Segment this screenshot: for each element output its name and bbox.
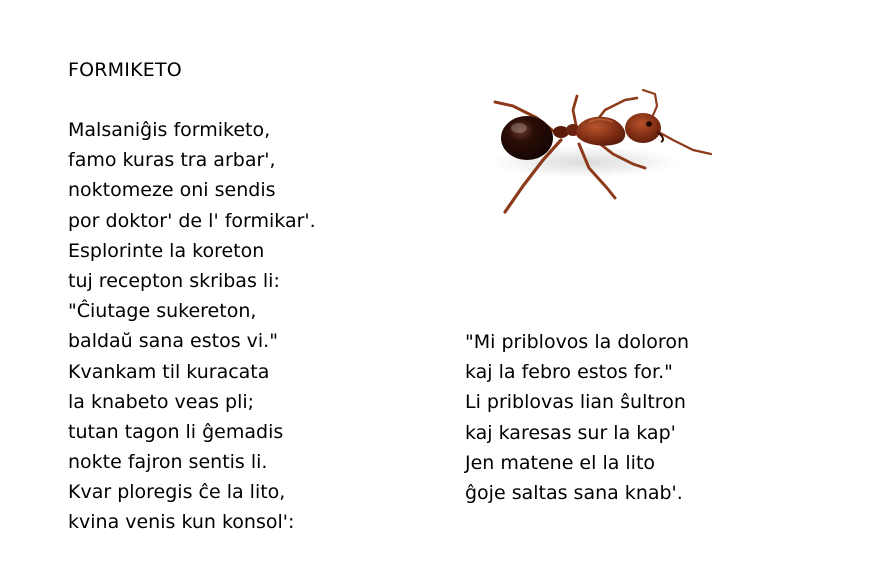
verse-line: Malsaniĝis formiketo, xyxy=(68,119,271,141)
verse-line: tuj recepton skribas li: xyxy=(68,269,280,292)
verse-line: famo kuras tra arbar', xyxy=(68,149,276,172)
ant-icon xyxy=(465,88,717,228)
poem-title: FORMIKETO xyxy=(68,59,182,81)
verse-line: Esplorinte la koreton xyxy=(68,239,265,262)
verse-line: Li priblovas lian ŝultron xyxy=(465,391,686,414)
verse-line: la knabeto veas pli; xyxy=(68,390,255,413)
poem-verse-right xyxy=(465,327,689,508)
verse-line: Jen matene el la lito xyxy=(465,451,656,474)
verse-line: "Mi priblovos la doloron xyxy=(465,331,689,353)
verse-line: nokte fajron sentis li. xyxy=(68,451,268,474)
verse-line: kaj karesas sur la kap' xyxy=(465,421,676,444)
verse-line: kvina venis kun konsol': xyxy=(68,511,295,534)
verse-line: ĝoje saltas sana knab'. xyxy=(465,481,683,504)
verse-line: Kvankam til kuracata xyxy=(68,360,270,383)
verse-line: "Ĉiutage sukereton, xyxy=(68,300,257,323)
verse-line: Kvar ploregis ĉe la lito, xyxy=(68,481,286,504)
poem-verse-left xyxy=(68,115,316,538)
verse-line: baldaŭ sana estos vi." xyxy=(68,330,278,353)
verse-line: tutan tagon li ĝemadis xyxy=(68,420,284,443)
verse-line: por doktor' de l' formikar'. xyxy=(68,209,316,232)
verse-line: kaj la febro estos for." xyxy=(465,361,673,384)
verse-line: noktomeze oni sendis xyxy=(68,179,276,202)
